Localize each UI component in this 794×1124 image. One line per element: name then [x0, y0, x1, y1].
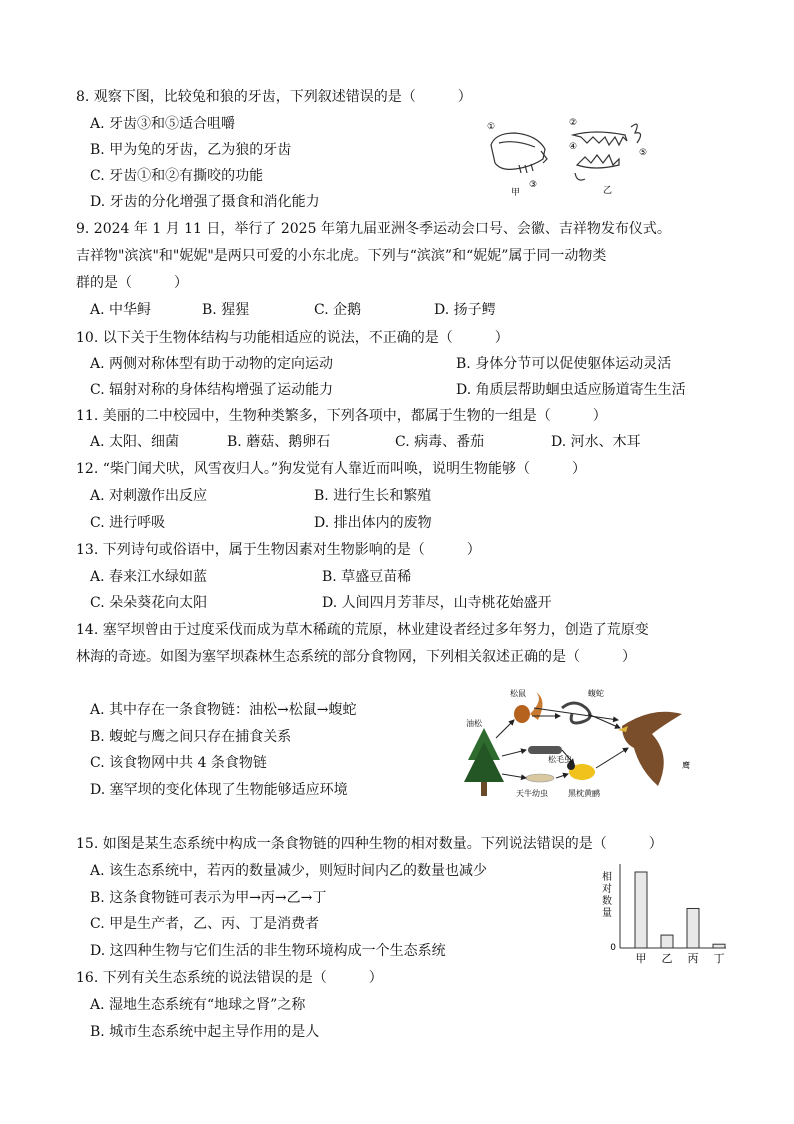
q12-stem: 12. “柴门闻犬吠，风雪夜归人。”狗发觉有人靠近而叫唤，说明生物能够（ ）: [76, 461, 587, 477]
q14-option-a: A. 其中存在一条食物链：油松→松鼠→蝮蛇: [90, 702, 357, 718]
q11-option-d: D. 河水、木耳: [551, 434, 641, 450]
label-caterpillar: 松毛虫: [548, 755, 572, 764]
label-larva: 天牛幼虫: [516, 789, 548, 798]
q14-option-b: B. 蝮蛇与鹰之间只存在捕食关系: [90, 729, 292, 745]
rabbit-skull-drawing: [491, 133, 547, 173]
q13-option-c: C. 朵朵葵花向太阳: [90, 595, 208, 611]
q10-option-b: B. 身体分节可以促使躯体运动灵活: [456, 356, 672, 372]
q8-option-c: C. 牙齿①和②有撕咬的功能: [90, 168, 264, 184]
pine-tree-drawing: [464, 728, 504, 796]
y-axis-label: [602, 870, 612, 919]
relative-quantity-bar-chart: [596, 858, 732, 968]
q12-option-c: C. 进行呼吸: [90, 515, 166, 531]
label-pine: 油松: [466, 719, 482, 728]
q8-stem: 8. 观察下图，比较兔和狼的牙齿，下列叙述错误的是（ ）: [76, 89, 472, 105]
q12-option-d: D. 排出体内的废物: [314, 515, 432, 531]
label-hawk: 鹰: [682, 761, 690, 770]
q11-option-b: B. 蘑菇、鹅卵石: [227, 434, 331, 450]
tooth-label-3: ③: [529, 180, 538, 190]
caterpillar-drawing: [528, 746, 562, 754]
q16-option-b: B. 城市生态系统中起主导作用的是人: [90, 1024, 320, 1040]
q9-stem-line-2: 吉祥物"滨滨"和"妮妮"是两只可爱的小东北虎。下列与“滨滨”和“妮妮”属于同一动物类: [76, 248, 607, 264]
q15-stem: 15. 如图是某生态系统中构成一条食物链的四种生物的相对数量。下列说法错误的是（ ）: [76, 836, 663, 852]
q14-stem-line-2: 林海的奇迹。如图为塞罕坝森林生态系统的部分食物网，下列相关叙述正确的是（ ）: [76, 649, 636, 665]
x-tick-label-0: 甲: [635, 952, 647, 965]
bar-1: [661, 935, 673, 948]
x-tick-label-1: 乙: [661, 952, 673, 965]
wolf-jaw-drawing: [573, 124, 641, 180]
y-axis-label-char: 对: [602, 884, 612, 895]
oriole-drawing: [567, 762, 595, 780]
larva-drawing: [526, 774, 554, 782]
q13-stem: 13. 下列诗句或俗语中，属于生物因素对生物影响的是（ ）: [76, 542, 481, 558]
q11-option-a: A. 太阳、细菌: [90, 434, 180, 450]
q16-stem: 16. 下列有关生态系统的说法错误的是（ ）: [76, 970, 383, 986]
q8-option-b: B. 甲为兔的牙齿，乙为狼的牙齿: [90, 142, 292, 158]
q13-option-d: D. 人间四月芳菲尽，山寺桃花始盛开: [322, 595, 552, 611]
y-tick-label-zero: 0: [610, 943, 616, 953]
label-oriole: 黑枕黄鹂: [568, 789, 600, 798]
tooth-label-1: ①: [487, 122, 496, 132]
q9-option-a: A. 中华鲟: [90, 302, 152, 318]
x-tick-label-3: 丁: [713, 952, 725, 965]
tooth-label-4: ④: [569, 142, 578, 152]
label-snake: 蝮蛇: [588, 689, 604, 698]
q8-option-d: D. 牙齿的分化增强了摄食和消化能力: [90, 194, 320, 210]
q12-option-b: B. 进行生长和繁殖: [314, 488, 432, 504]
teeth-figure: [485, 115, 655, 200]
label-squirrel: 松鼠: [510, 689, 526, 698]
q9-option-d: D. 扬子鳄: [434, 302, 496, 318]
q14-option-c: C. 该食物网中共 4 条食物链: [90, 755, 267, 771]
q10-option-a: A. 两侧对称体型有助于动物的定向运动: [90, 356, 334, 372]
q14-option-d: D. 塞罕坝的变化体现了生物能够适应环境: [90, 782, 348, 798]
q9-stem-line-3: 群的是（ ）: [76, 275, 188, 291]
figure-label-yi: 乙: [603, 186, 613, 196]
figure-label-jia: 甲: [511, 188, 521, 198]
tooth-label-5: ⑤: [639, 148, 648, 158]
q15-option-d: D. 这四种生物与它们生活的非生物环境构成一个生态系统: [90, 943, 446, 959]
q10-option-d: D. 角质层帮助蛔虫适应肠道寄生生活: [456, 382, 686, 398]
q9-option-c: C. 企鹅: [314, 302, 362, 318]
q15-option-a: A. 该生态系统中，若丙的数量减少，则短时间内乙的数量也减少: [90, 863, 488, 879]
q11-option-c: C. 病毒、番茄: [395, 434, 485, 450]
q12-option-a: A. 对刺激作出反应: [90, 488, 208, 504]
tooth-label-2: ②: [569, 118, 578, 128]
q9-stem-line-1: 9. 2024 年 1 月 11 日，举行了 2025 年第九届亚洲冬季运动会口号、会徽、吉祥物发布仪式。: [76, 221, 671, 237]
q14-stem-line-1: 14. 塞罕坝曾由于过度采伐而成为草木稀疏的荒原，林业建设者经过多年努力，创造了荒原变: [76, 622, 649, 638]
y-axis-label-char: 数: [602, 896, 612, 907]
y-axis-label-char: 量: [602, 908, 612, 919]
bar-0: [635, 872, 647, 948]
q13-option-b: B. 草盛豆苗稀: [322, 569, 412, 585]
food-web-figure: [462, 686, 692, 804]
hawk-drawing: [618, 712, 682, 786]
q10-stem: 10. 以下关于生物体结构与功能相适应的说法，不正确的是（ ）: [76, 330, 509, 346]
q13-option-a: A. 春来江水绿如蓝: [90, 569, 208, 585]
q10-option-c: C. 辐射对称的身体结构增强了运动能力: [90, 382, 334, 398]
q15-option-b: B. 这条食物链可表示为甲→丙→乙→丁: [90, 890, 327, 906]
q15-option-c: C. 甲是生产者，乙、丙、丁是消费者: [90, 916, 320, 932]
bar-2: [687, 908, 699, 948]
q9-option-b: B. 猩猩: [202, 302, 250, 318]
y-axis-label-char: 相: [602, 872, 612, 883]
q16-option-a: A. 湿地生态系统有“地球之肾”之称: [90, 997, 306, 1013]
q8-option-a: A. 牙齿③和⑤适合咀嚼: [90, 116, 236, 132]
q11-stem: 11. 美丽的二中校园中，生物种类繁多，下列各项中，都属于生物的一组是（ ）: [76, 408, 607, 424]
x-tick-label-2: 丙: [687, 952, 699, 965]
bar-3: [713, 944, 725, 948]
